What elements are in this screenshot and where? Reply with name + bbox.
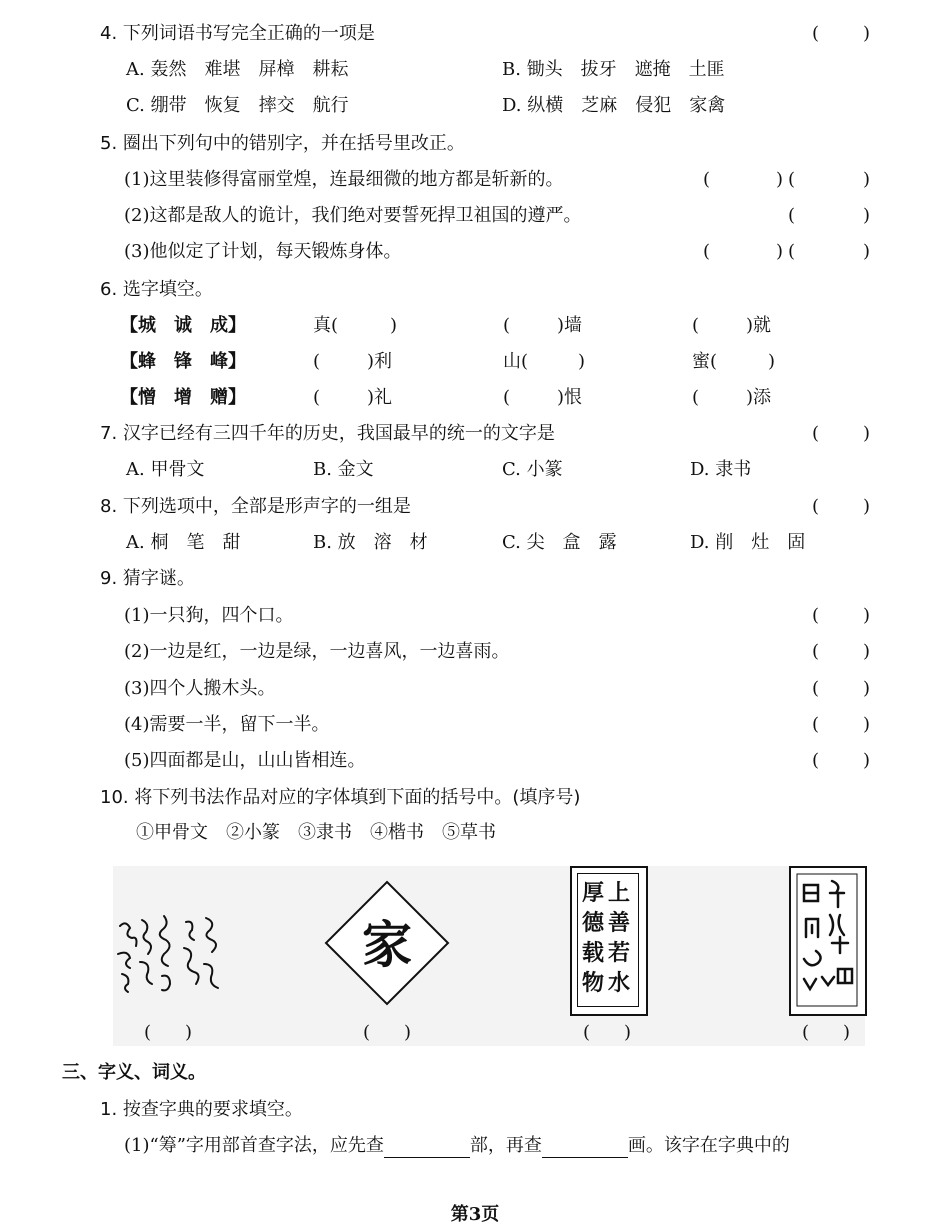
section3-title: 三、字义、词义。 (62, 1062, 206, 1083)
q6-row3-a-pre: ( (313, 387, 321, 408)
q6-row1-a-post: ) (390, 315, 398, 336)
q6-row2-b-pre: 山( (503, 351, 529, 372)
cursive-calligraphy-image (112, 908, 232, 1000)
q7-option-a: A. 甲骨文 (126, 459, 205, 480)
q6-row1-chars: 【城 诚 成】 (120, 315, 246, 336)
radical-blank[interactable] (384, 1137, 470, 1158)
q4-option-d: D. 纵横 芝麻 侵犯 家禽 (502, 95, 726, 116)
q6-row2-chars: 【蜂 锋 峰】 (120, 351, 246, 372)
q6-row2-b-post: ) (578, 351, 586, 372)
q8-option-d: D. 削 灶 固 (690, 532, 806, 553)
q6-row1-c-post: )就 (746, 315, 772, 336)
oracle-bone-script-image (796, 873, 858, 1007)
q9-item-1: (1)一只狗，四个口。 (124, 605, 294, 626)
q4-option-c: C. 绷带 恢复 摔交 航行 (126, 95, 349, 116)
q5-item-1: (1)这里装修得富丽堂煌，连最细微的地方都是斩新的。 (124, 169, 564, 190)
q4-option-b: B. 锄头 拔牙 遮掩 土匪 (502, 59, 725, 80)
q6-row2-c-pre: 蜜( (692, 351, 718, 372)
q10-choices: ①甲骨文 ②小篆 ③隶书 ④楷书 ⑤草书 (136, 822, 496, 843)
q5-item-3: (3)他似定了计划，每天锻炼身体。 (124, 241, 402, 262)
q6-row1-b-post: )墙 (557, 315, 583, 336)
q6-row1-c-pre: ( (692, 315, 700, 336)
q6-row2-c-post: ) (768, 351, 776, 372)
section3-q1-title: 1. 按查字典的要求填空。 (100, 1099, 303, 1120)
q7-option-d: D. 隶书 (690, 459, 752, 480)
q6-row3-chars: 【憎 增 赠】 (120, 387, 246, 408)
q9-title: 9. 猜字谜。 (100, 568, 195, 589)
q8-option-b: B. 放 溶 材 (313, 532, 428, 553)
q6-row2-a-post: )利 (367, 351, 393, 372)
section3-q1-line (124, 1134, 790, 1158)
section3-q1-text-b: 部，再查 (469, 1135, 542, 1156)
q4-title: 4. 下列词语书写完全正确的一项是 (100, 23, 375, 44)
stroke-count-blank[interactable] (542, 1137, 628, 1158)
q9-item-5: (5)四面都是山，山山皆相连。 (124, 750, 366, 771)
q8-option-c: C. 尖 盒 露 (502, 532, 617, 553)
section3-q1-text-a: (1)“筹”字用部首查字法，应先查 (124, 1135, 384, 1156)
q8-title: 8. 下列选项中，全部是形声字的一组是 (100, 496, 411, 517)
page-number: 第3页 (450, 1204, 500, 1225)
q6-row1-b-pre: ( (503, 315, 511, 336)
regular-script-right-column: 上善若水 (608, 880, 631, 996)
q10-title: 10. 将下列书法作品对应的字体填到下面的括号中。(填序号) (100, 787, 581, 808)
q5-item-2: (2)这都是敌人的诡计，我们绝对要誓死捍卫祖国的遵严。 (124, 205, 582, 226)
q4-option-a: A. 轰然 难堪 屏樟 耕耘 (126, 59, 349, 80)
q6-row3-b-pre: ( (503, 387, 511, 408)
section3-q1-text-c: 画。该字在字典中的 (627, 1135, 790, 1156)
q6-row3-c-post: )添 (746, 387, 772, 408)
q6-row3-a-post: )礼 (367, 387, 393, 408)
q8-option-a: A. 桐 笔 甜 (126, 532, 241, 553)
q9-item-3: (3)四个人搬木头。 (124, 678, 276, 699)
q9-item-2: (2)一边是红，一边是绿，一边喜风，一边喜雨。 (124, 641, 510, 662)
regular-script-left-column: 厚德载物 (582, 880, 605, 996)
q6-row1-a-pre: 真( (313, 315, 339, 336)
q5-title: 5. 圈出下列句中的错别字，并在括号里改正。 (100, 133, 465, 154)
q9-item-4: (4)需要一半，留下一半。 (124, 714, 330, 735)
q7-title: 7. 汉字已经有三四千年的历史，我国最早的统一的文字是 (100, 423, 555, 444)
q7-option-b: B. 金文 (313, 459, 374, 480)
q6-title: 6. 选字填空。 (100, 279, 213, 300)
q6-row3-c-pre: ( (692, 387, 700, 408)
q7-option-c: C. 小篆 (502, 459, 563, 480)
q6-row3-b-post: )恨 (557, 387, 583, 408)
seal-character: 家 (362, 915, 412, 974)
q6-row2-a-pre: ( (313, 351, 321, 372)
